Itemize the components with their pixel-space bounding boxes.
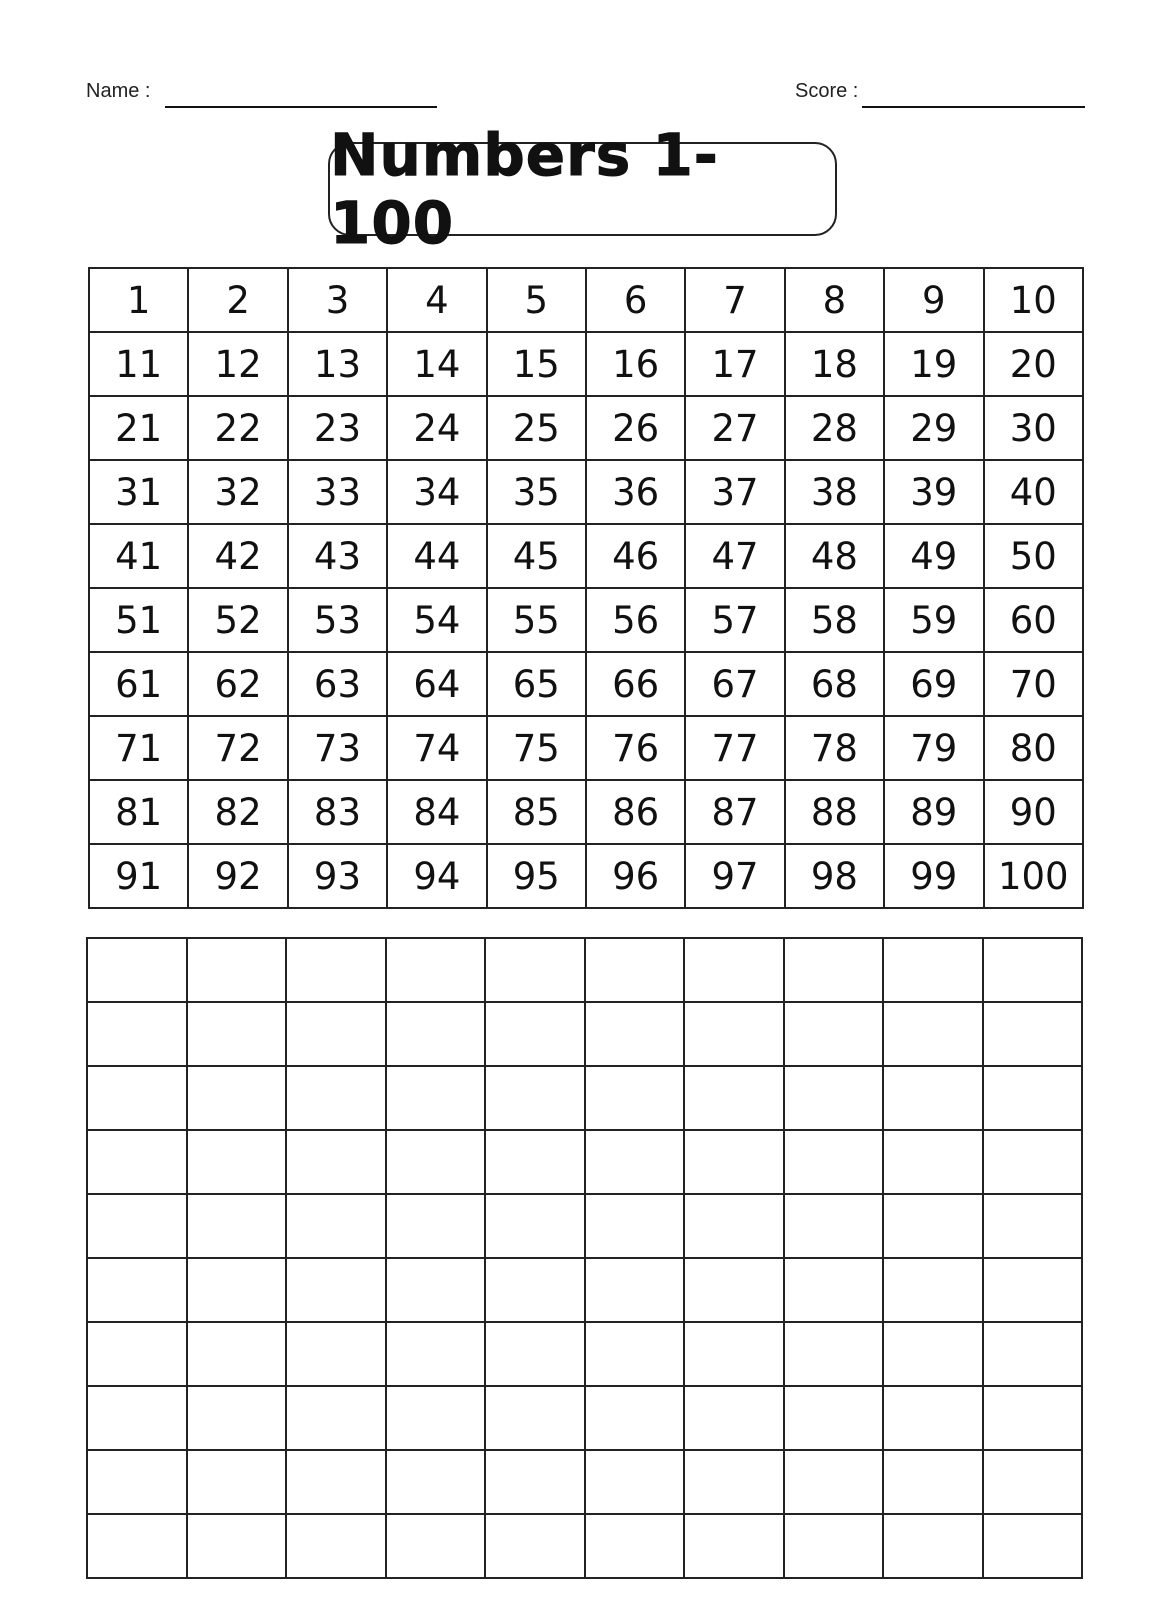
number-cell: 31 — [89, 460, 188, 524]
number-cell: 26 — [586, 396, 685, 460]
number-cell: 24 — [387, 396, 486, 460]
number-cell: 84 — [387, 780, 486, 844]
number-cell: 91 — [89, 844, 188, 908]
number-cell: 25 — [487, 396, 586, 460]
page-title: Numbers 1-100 — [330, 121, 719, 257]
blank-cell[interactable] — [187, 938, 287, 1002]
number-cell: 98 — [785, 844, 884, 908]
blank-cell[interactable] — [87, 1514, 187, 1578]
blank-cell[interactable] — [585, 1002, 685, 1066]
blank-grid-row — [87, 1194, 1082, 1258]
number-cell: 38 — [785, 460, 884, 524]
number-cell: 9 — [884, 268, 983, 332]
number-cell: 11 — [89, 332, 188, 396]
blank-cell[interactable] — [187, 1130, 287, 1194]
number-cell: 28 — [785, 396, 884, 460]
blank-cell[interactable] — [684, 1258, 784, 1322]
number-cell: 88 — [785, 780, 884, 844]
blank-cell[interactable] — [286, 1450, 386, 1514]
blank-cell[interactable] — [983, 1194, 1083, 1258]
blank-cell[interactable] — [983, 1514, 1083, 1578]
number-cell: 17 — [685, 332, 784, 396]
blank-cell[interactable] — [286, 1322, 386, 1386]
blank-cell[interactable] — [87, 1194, 187, 1258]
number-cell: 66 — [586, 652, 685, 716]
score-label: Score : — [795, 80, 859, 102]
number-cell: 61 — [89, 652, 188, 716]
number-grid-row — [89, 588, 1083, 652]
number-cell: 23 — [288, 396, 387, 460]
number-cell: 69 — [884, 652, 983, 716]
number-cell: 89 — [884, 780, 983, 844]
blank-cell[interactable] — [286, 1386, 386, 1450]
number-cell: 81 — [89, 780, 188, 844]
blank-cell[interactable] — [784, 938, 884, 1002]
blank-cell[interactable] — [883, 1514, 983, 1578]
number-cell: 73 — [288, 716, 387, 780]
blank-cell[interactable] — [485, 1386, 585, 1450]
number-cell: 18 — [785, 332, 884, 396]
number-cell: 12 — [188, 332, 287, 396]
blank-cell[interactable] — [187, 1258, 287, 1322]
number-cell: 97 — [685, 844, 784, 908]
blank-cell[interactable] — [386, 1450, 486, 1514]
blank-cell[interactable] — [784, 1066, 884, 1130]
number-cell: 92 — [188, 844, 287, 908]
blank-cell[interactable] — [485, 1514, 585, 1578]
number-cell: 80 — [984, 716, 1083, 780]
number-cell: 55 — [487, 588, 586, 652]
blank-cell[interactable] — [187, 1386, 287, 1450]
blank-cell[interactable] — [883, 1450, 983, 1514]
blank-cell[interactable] — [983, 1258, 1083, 1322]
blank-cell[interactable] — [983, 1130, 1083, 1194]
number-cell: 63 — [288, 652, 387, 716]
blank-cell[interactable] — [87, 1066, 187, 1130]
blank-cell[interactable] — [684, 1130, 784, 1194]
number-cell: 56 — [586, 588, 685, 652]
number-grid-row — [89, 716, 1083, 780]
blank-cell[interactable] — [386, 1194, 486, 1258]
number-cell: 40 — [984, 460, 1083, 524]
blank-cell[interactable] — [883, 1002, 983, 1066]
blank-cell[interactable] — [386, 1066, 486, 1130]
title-box — [328, 121, 837, 257]
number-cell: 1 — [89, 268, 188, 332]
number-cell: 58 — [785, 588, 884, 652]
number-grid-row — [89, 332, 1083, 396]
blank-cell[interactable] — [585, 938, 685, 1002]
number-grid-row — [89, 396, 1083, 460]
number-grid-row — [89, 524, 1083, 588]
blank-cell[interactable] — [386, 1386, 486, 1450]
number-cell: 43 — [288, 524, 387, 588]
number-cell: 90 — [984, 780, 1083, 844]
number-cell: 76 — [586, 716, 685, 780]
number-cell: 86 — [586, 780, 685, 844]
score-field[interactable] — [862, 106, 1085, 108]
blank-cell[interactable] — [485, 1450, 585, 1514]
blank-cell[interactable] — [386, 1258, 486, 1322]
blank-cell[interactable] — [983, 1066, 1083, 1130]
blank-cell[interactable] — [286, 1130, 386, 1194]
number-cell: 10 — [984, 268, 1083, 332]
blank-cell[interactable] — [684, 938, 784, 1002]
number-cell: 35 — [487, 460, 586, 524]
number-cell: 33 — [288, 460, 387, 524]
number-cell: 6 — [586, 268, 685, 332]
blank-cell[interactable] — [684, 1386, 784, 1450]
name-label: Name : — [86, 80, 151, 102]
number-cell: 78 — [785, 716, 884, 780]
blank-cell[interactable] — [585, 1130, 685, 1194]
blank-cell[interactable] — [485, 1258, 585, 1322]
blank-grid-row — [87, 1130, 1082, 1194]
blank-grid-row — [87, 1258, 1082, 1322]
number-cell: 83 — [288, 780, 387, 844]
number-cell: 48 — [785, 524, 884, 588]
blank-cell[interactable] — [386, 1002, 486, 1066]
blank-cell[interactable] — [286, 1194, 386, 1258]
blank-cell[interactable] — [883, 1066, 983, 1130]
blank-cell[interactable] — [386, 938, 486, 1002]
number-cell: 72 — [188, 716, 287, 780]
blank-cell[interactable] — [883, 1194, 983, 1258]
number-cell: 64 — [387, 652, 486, 716]
blank-cell[interactable] — [585, 1322, 685, 1386]
blank-cell[interactable] — [87, 1386, 187, 1450]
number-cell: 45 — [487, 524, 586, 588]
blank-cell[interactable] — [87, 1002, 187, 1066]
blank-cell[interactable] — [684, 1450, 784, 1514]
blank-practice-grid — [86, 937, 1083, 1579]
number-cell: 99 — [884, 844, 983, 908]
blank-cell[interactable] — [286, 1066, 386, 1130]
number-cell: 21 — [89, 396, 188, 460]
number-cell: 22 — [188, 396, 287, 460]
blank-cell[interactable] — [784, 1130, 884, 1194]
blank-cell[interactable] — [386, 1514, 486, 1578]
blank-cell[interactable] — [883, 1322, 983, 1386]
blank-cell[interactable] — [286, 1258, 386, 1322]
blank-cell[interactable] — [883, 1130, 983, 1194]
number-grid-row — [89, 652, 1083, 716]
number-cell: 74 — [387, 716, 486, 780]
number-cell: 59 — [884, 588, 983, 652]
blank-cell[interactable] — [187, 1066, 287, 1130]
blank-cell[interactable] — [684, 1322, 784, 1386]
number-cell: 8 — [785, 268, 884, 332]
number-cell: 100 — [984, 844, 1083, 908]
number-cell: 52 — [188, 588, 287, 652]
blank-cell[interactable] — [983, 1450, 1083, 1514]
blank-cell[interactable] — [585, 1066, 685, 1130]
blank-cell[interactable] — [684, 1002, 784, 1066]
blank-cell[interactable] — [784, 1258, 884, 1322]
blank-cell[interactable] — [784, 1514, 884, 1578]
blank-cell[interactable] — [585, 1194, 685, 1258]
blank-cell[interactable] — [187, 1450, 287, 1514]
blank-grid-row — [87, 1514, 1082, 1578]
number-cell: 60 — [984, 588, 1083, 652]
blank-grid-row — [87, 938, 1082, 1002]
number-cell: 42 — [188, 524, 287, 588]
name-field[interactable] — [165, 106, 437, 108]
number-cell: 75 — [487, 716, 586, 780]
number-cell: 67 — [685, 652, 784, 716]
number-cell: 15 — [487, 332, 586, 396]
blank-cell[interactable] — [87, 1450, 187, 1514]
number-cell: 16 — [586, 332, 685, 396]
blank-cell[interactable] — [386, 1322, 486, 1386]
blank-cell[interactable] — [983, 938, 1083, 1002]
number-cell: 65 — [487, 652, 586, 716]
blank-cell[interactable] — [187, 1002, 287, 1066]
number-cell: 71 — [89, 716, 188, 780]
number-cell: 54 — [387, 588, 486, 652]
blank-grid-row — [87, 1450, 1082, 1514]
blank-cell[interactable] — [784, 1002, 884, 1066]
blank-cell[interactable] — [784, 1194, 884, 1258]
blank-cell[interactable] — [485, 1194, 585, 1258]
number-cell: 39 — [884, 460, 983, 524]
blank-cell[interactable] — [883, 1258, 983, 1322]
blank-cell[interactable] — [585, 1514, 685, 1578]
number-cell: 44 — [387, 524, 486, 588]
blank-cell[interactable] — [485, 1066, 585, 1130]
number-cell: 68 — [785, 652, 884, 716]
number-cell: 3 — [288, 268, 387, 332]
blank-grid-row — [87, 1386, 1082, 1450]
blank-cell[interactable] — [187, 1514, 287, 1578]
number-cell: 79 — [884, 716, 983, 780]
blank-cell[interactable] — [386, 1130, 486, 1194]
number-cell: 70 — [984, 652, 1083, 716]
blank-grid-row — [87, 1002, 1082, 1066]
number-cell: 46 — [586, 524, 685, 588]
number-cell: 5 — [487, 268, 586, 332]
blank-cell[interactable] — [87, 1130, 187, 1194]
blank-cell[interactable] — [87, 1258, 187, 1322]
number-cell: 93 — [288, 844, 387, 908]
blank-cell[interactable] — [187, 1322, 287, 1386]
number-cell: 19 — [884, 332, 983, 396]
blank-cell[interactable] — [684, 1194, 784, 1258]
number-cell: 49 — [884, 524, 983, 588]
number-cell: 77 — [685, 716, 784, 780]
number-cell: 57 — [685, 588, 784, 652]
blank-cell[interactable] — [187, 1194, 287, 1258]
blank-cell[interactable] — [286, 1002, 386, 1066]
number-cell: 30 — [984, 396, 1083, 460]
number-cell: 50 — [984, 524, 1083, 588]
number-cell: 4 — [387, 268, 486, 332]
number-grid-row — [89, 780, 1083, 844]
number-cell: 34 — [387, 460, 486, 524]
blank-cell[interactable] — [286, 1514, 386, 1578]
blank-grid-row — [87, 1322, 1082, 1386]
number-cell: 62 — [188, 652, 287, 716]
number-cell: 36 — [586, 460, 685, 524]
number-cell: 96 — [586, 844, 685, 908]
blank-cell[interactable] — [784, 1322, 884, 1386]
number-cell: 94 — [387, 844, 486, 908]
number-cell: 27 — [685, 396, 784, 460]
blank-grid-row — [87, 1066, 1082, 1130]
number-grid-row — [89, 844, 1083, 908]
blank-cell[interactable] — [87, 1322, 187, 1386]
number-cell: 82 — [188, 780, 287, 844]
number-cell: 51 — [89, 588, 188, 652]
number-cell: 37 — [685, 460, 784, 524]
blank-cell[interactable] — [784, 1386, 884, 1450]
number-cell: 2 — [188, 268, 287, 332]
blank-cell[interactable] — [87, 938, 187, 1002]
number-cell: 87 — [685, 780, 784, 844]
number-cell: 7 — [685, 268, 784, 332]
number-cell: 95 — [487, 844, 586, 908]
blank-cell[interactable] — [585, 1258, 685, 1322]
blank-cell[interactable] — [784, 1450, 884, 1514]
blank-cell[interactable] — [286, 938, 386, 1002]
blank-cell[interactable] — [485, 1130, 585, 1194]
number-grid-row — [89, 268, 1083, 332]
blank-cell[interactable] — [485, 1322, 585, 1386]
blank-cell[interactable] — [585, 1386, 685, 1450]
number-cell: 85 — [487, 780, 586, 844]
blank-cell[interactable] — [883, 938, 983, 1002]
number-cell: 14 — [387, 332, 486, 396]
blank-cell[interactable] — [883, 1386, 983, 1450]
number-cell: 53 — [288, 588, 387, 652]
number-cell: 13 — [288, 332, 387, 396]
number-cell: 47 — [685, 524, 784, 588]
blank-cell[interactable] — [585, 1450, 685, 1514]
blank-cell[interactable] — [485, 938, 585, 1002]
blank-cell[interactable] — [684, 1514, 784, 1578]
number-cell: 29 — [884, 396, 983, 460]
number-grid-row — [89, 460, 1083, 524]
blank-cell[interactable] — [684, 1066, 784, 1130]
blank-cell[interactable] — [983, 1322, 1083, 1386]
number-cell: 20 — [984, 332, 1083, 396]
number-cell: 41 — [89, 524, 188, 588]
blank-cell[interactable] — [983, 1002, 1083, 1066]
number-grid — [88, 267, 1084, 909]
blank-cell[interactable] — [485, 1002, 585, 1066]
number-cell: 32 — [188, 460, 287, 524]
blank-cell[interactable] — [983, 1386, 1083, 1450]
